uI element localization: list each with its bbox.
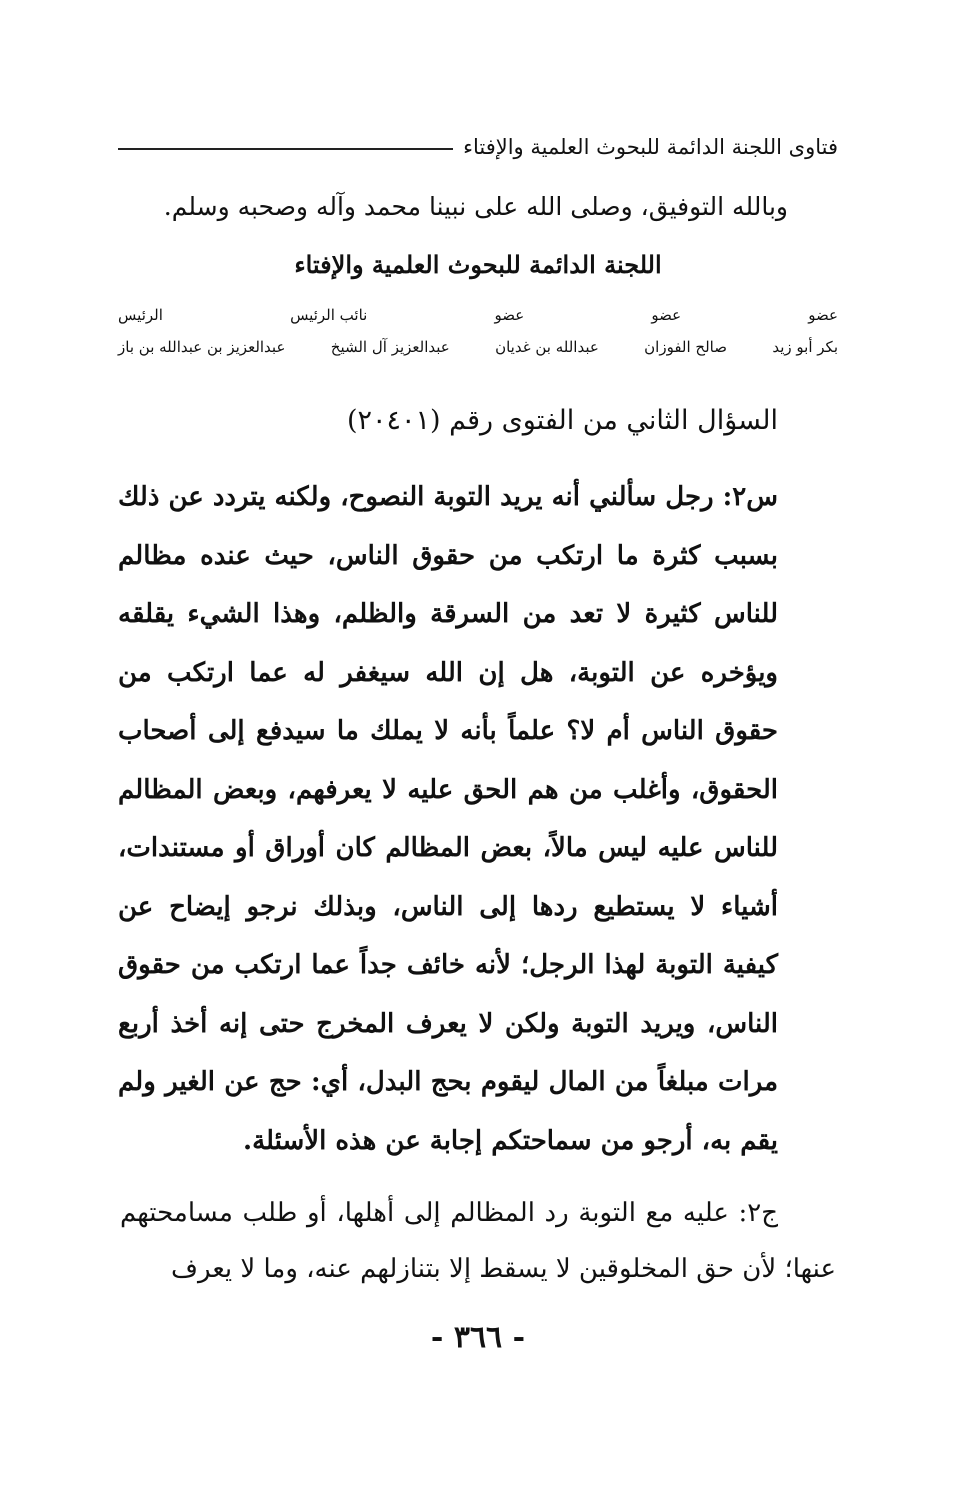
signatory-role: عضو — [808, 306, 838, 324]
committee-title: اللجنة الدائمة للبحوث العلمية والإفتاء — [294, 250, 662, 279]
question-reference: السؤال الثاني من الفتوى رقم (٢٠٤٠١) — [346, 405, 778, 436]
answer-text: ج٢: عليه مع التوبة رد المظالم إلى أهلها، أو طلب مسامحتهم عنها؛ لأن حق المخلوقين لا يسقط إلا بتنازلهم عنه، وما لا يعرف — [120, 1198, 836, 1284]
running-header — [118, 130, 838, 164]
signatories-table — [118, 306, 838, 356]
signatory-name: بكر أبو زيد — [772, 338, 838, 356]
signatory-names-row — [118, 338, 838, 356]
signatory-name: عبدالله بن غديان — [495, 338, 599, 356]
header-rule — [118, 148, 453, 150]
signatory-role: نائب الرئيس — [290, 306, 368, 324]
header-title: فتاوى اللجنة الدائمة للبحوث العلمية والإفتاء — [463, 135, 838, 159]
signatory-role: عضو — [651, 306, 682, 324]
signatory-role: الرئيس — [118, 306, 163, 324]
signatory-name: عبدالعزيز آل الشيخ — [330, 338, 450, 356]
closing-line: وبالله التوفيق، وصلى الله على نبينا محمد وآله وصحبه وسلم. — [163, 192, 788, 221]
signatory-name: عبدالعزيز بن عبدالله بن باز — [118, 338, 286, 356]
signatory-name: صالح الفوزان — [644, 338, 727, 356]
signatory-roles-row — [118, 306, 838, 324]
page-number: - ٣٦٦ - — [430, 1320, 526, 1355]
signatory-role: عضو — [494, 306, 525, 324]
question-text: س٢: رجل سألني أنه يريد التوبة النصوح، ولكنه يتردد عن ذلك بسبب كثرة ما ارتكب من حقوق الناس، حيث عنده مظالم للناس كثيرة لا تعد من السرقة والظلم، وهذا الشيء يقلقه ويؤخره عن التوبة، هل إن الله سيغفر له عما ارتكب من حقوق الناس أم لا؟ علماً بأنه لا يملك ما سيدفع إلى أصحاب الحقوق، وأغلب من هم الحق عليه لا يعرفهم، وبعض المظالم للناس عليه ليس مالاً، بعض المظالم كان أوراق أو مستندات، أشياء لا يستطيع ردها إلى الناس، وبذلك نرجو إيضاح عن كيفية التوبة لهذا الرجل؛ لأنه خائف جداً عما ارتكب من حقوق الناس، ويريد التوبة ولكن لا يعرف المخرج حتى إنه أخذ أربع مرات مبلغاً من المال ليقوم بحج البدل، أي: حج عن الغير ولم يقم به، أرجو من سماحتكم إجابة عن هذه الأسئلة. — [118, 482, 778, 1156]
